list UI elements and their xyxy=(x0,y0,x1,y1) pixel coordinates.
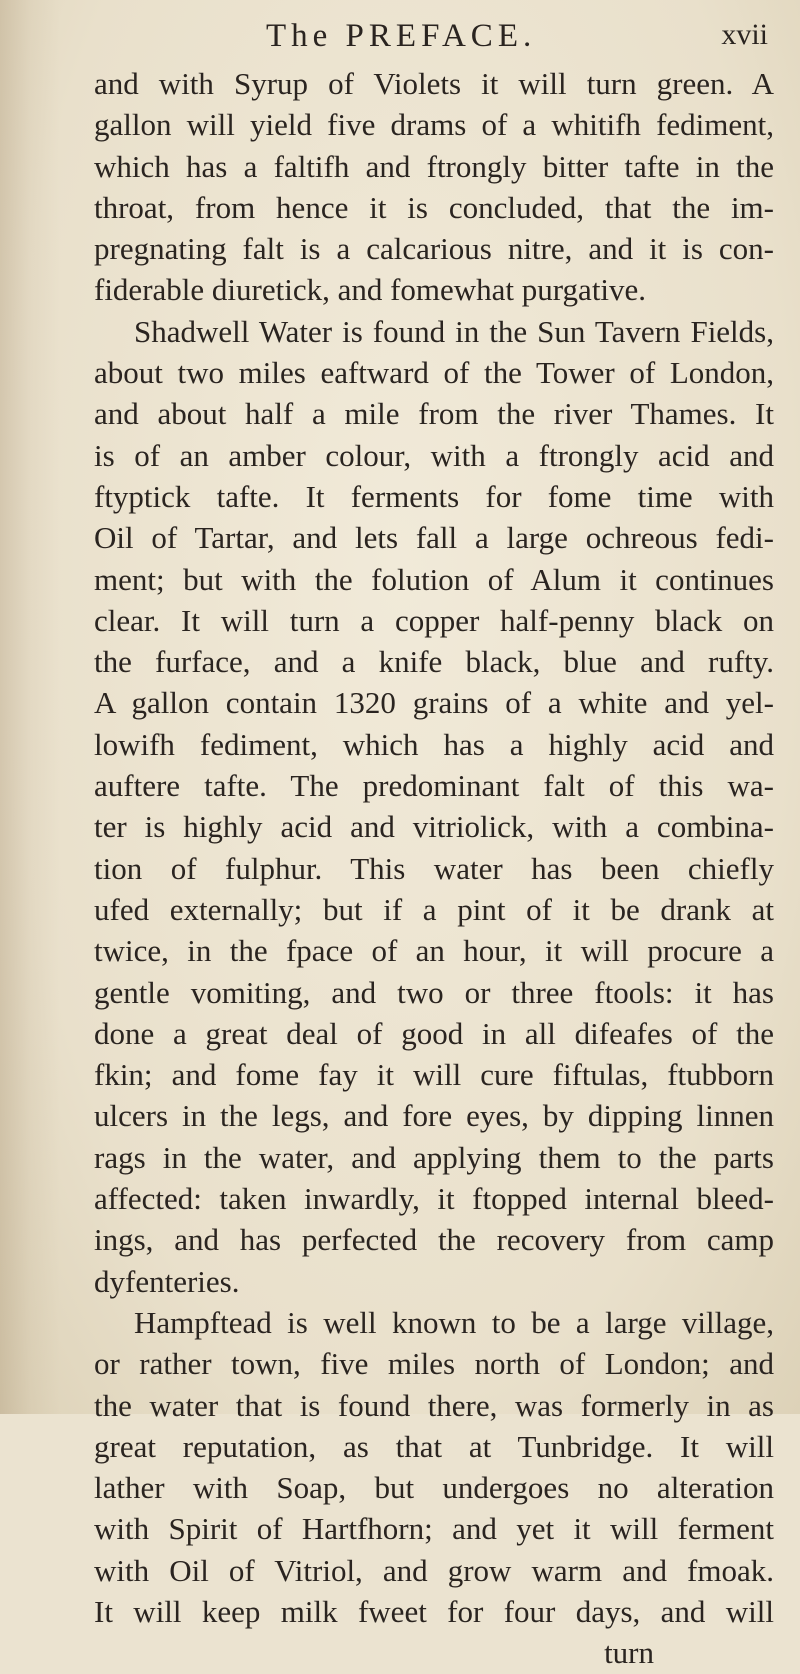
text-line: affected: taken inwardly, it ftopped internal bleed- xyxy=(94,1181,774,1217)
text-line: about two miles eaftward of the Tower of London, xyxy=(94,355,774,391)
text-line: ufed externally; but if a pint of it be drank at xyxy=(94,891,774,927)
text-line: gallon will yield five drams of a whitifh fediment, xyxy=(94,107,774,143)
text-line: lowifh fediment, which has a highly acid and xyxy=(94,726,774,762)
text-line: great reputation, as that at Tunbridge. It will xyxy=(94,1428,774,1464)
text-line: tion of fulphur. This water has been chiefly xyxy=(94,850,774,886)
text-line: fkin; and fome fay it will cure fiftulas, ftubborn xyxy=(94,1057,774,1093)
text-line: the furface, and a knife black, blue and rufty. xyxy=(94,644,774,680)
text-line: clear. It will turn a copper half-penny black on xyxy=(94,602,774,638)
text-line: Hampftead is well known to be a large village, xyxy=(134,1304,774,1340)
text-line: turn xyxy=(604,1635,654,1671)
text-line: fiderable diuretick, and fomewhat purgative. xyxy=(94,272,647,308)
text-line: and with Syrup of Violets it will turn green. A xyxy=(94,66,774,101)
text-line: which has a faltifh and ftrongly bitter tafte in the xyxy=(94,148,774,184)
text-line: gentle vomiting, and two or three ftools: it has xyxy=(94,974,774,1010)
running-title: The PREFACE. xyxy=(266,18,537,54)
text-line: Shadwell Water is found in the Sun Tavern Fields, xyxy=(134,313,774,349)
text-line: A gallon contain 1320 grains of a white and yel- xyxy=(94,685,774,721)
text-line: ter is highly acid and vitriolick, with a combina- xyxy=(94,809,774,845)
text-line: with Spirit of Hartfhorn; and yet it will ferment xyxy=(94,1511,774,1547)
running-head xyxy=(78,18,768,58)
text-line: the water that is found there, was formerly in as xyxy=(94,1387,774,1423)
text-line: with Oil of Vitriol, and grow warm and fmoak. xyxy=(94,1552,774,1588)
text-line: ftyptick tafte. It ferments for fome time with xyxy=(94,478,774,514)
text-line: lather with Soap, but undergoes no alteration xyxy=(94,1470,774,1506)
text-line: twice, in the fpace of an hour, it will procure a xyxy=(94,933,774,969)
text-line: It will keep milk fweet for four days, and will xyxy=(94,1593,774,1629)
text-line: ment; but with the folution of Alum it continues xyxy=(94,561,774,597)
body-text xyxy=(94,63,774,1674)
text-line: pregnating falt is a calcarious nitre, and it is con- xyxy=(94,231,774,267)
text-line: throat, from hence it is concluded, that the im- xyxy=(94,189,774,225)
text-line: and about half a mile from the river Thames. It xyxy=(94,396,774,432)
text-line: rags in the water, and applying them to the parts xyxy=(94,1139,774,1175)
text-line: ings, and has perfected the recovery from camp xyxy=(94,1222,774,1258)
text-line: Oil of Tartar, and lets fall a large ochreous fedi- xyxy=(94,520,774,556)
text-line: is of an amber colour, with a ftrongly acid and xyxy=(94,437,774,473)
text-line: done a great deal of good in all difeafes of the xyxy=(94,1015,774,1051)
text-line: ulcers in the legs, and fore eyes, by dipping linnen xyxy=(94,1098,774,1134)
text-line: dyfenteries. xyxy=(94,1263,240,1299)
text-line: auftere tafte. The predominant falt of this wa- xyxy=(94,768,774,804)
page-number: xvii xyxy=(721,18,768,51)
text-line: or rather town, five miles north of London; and xyxy=(94,1346,774,1382)
